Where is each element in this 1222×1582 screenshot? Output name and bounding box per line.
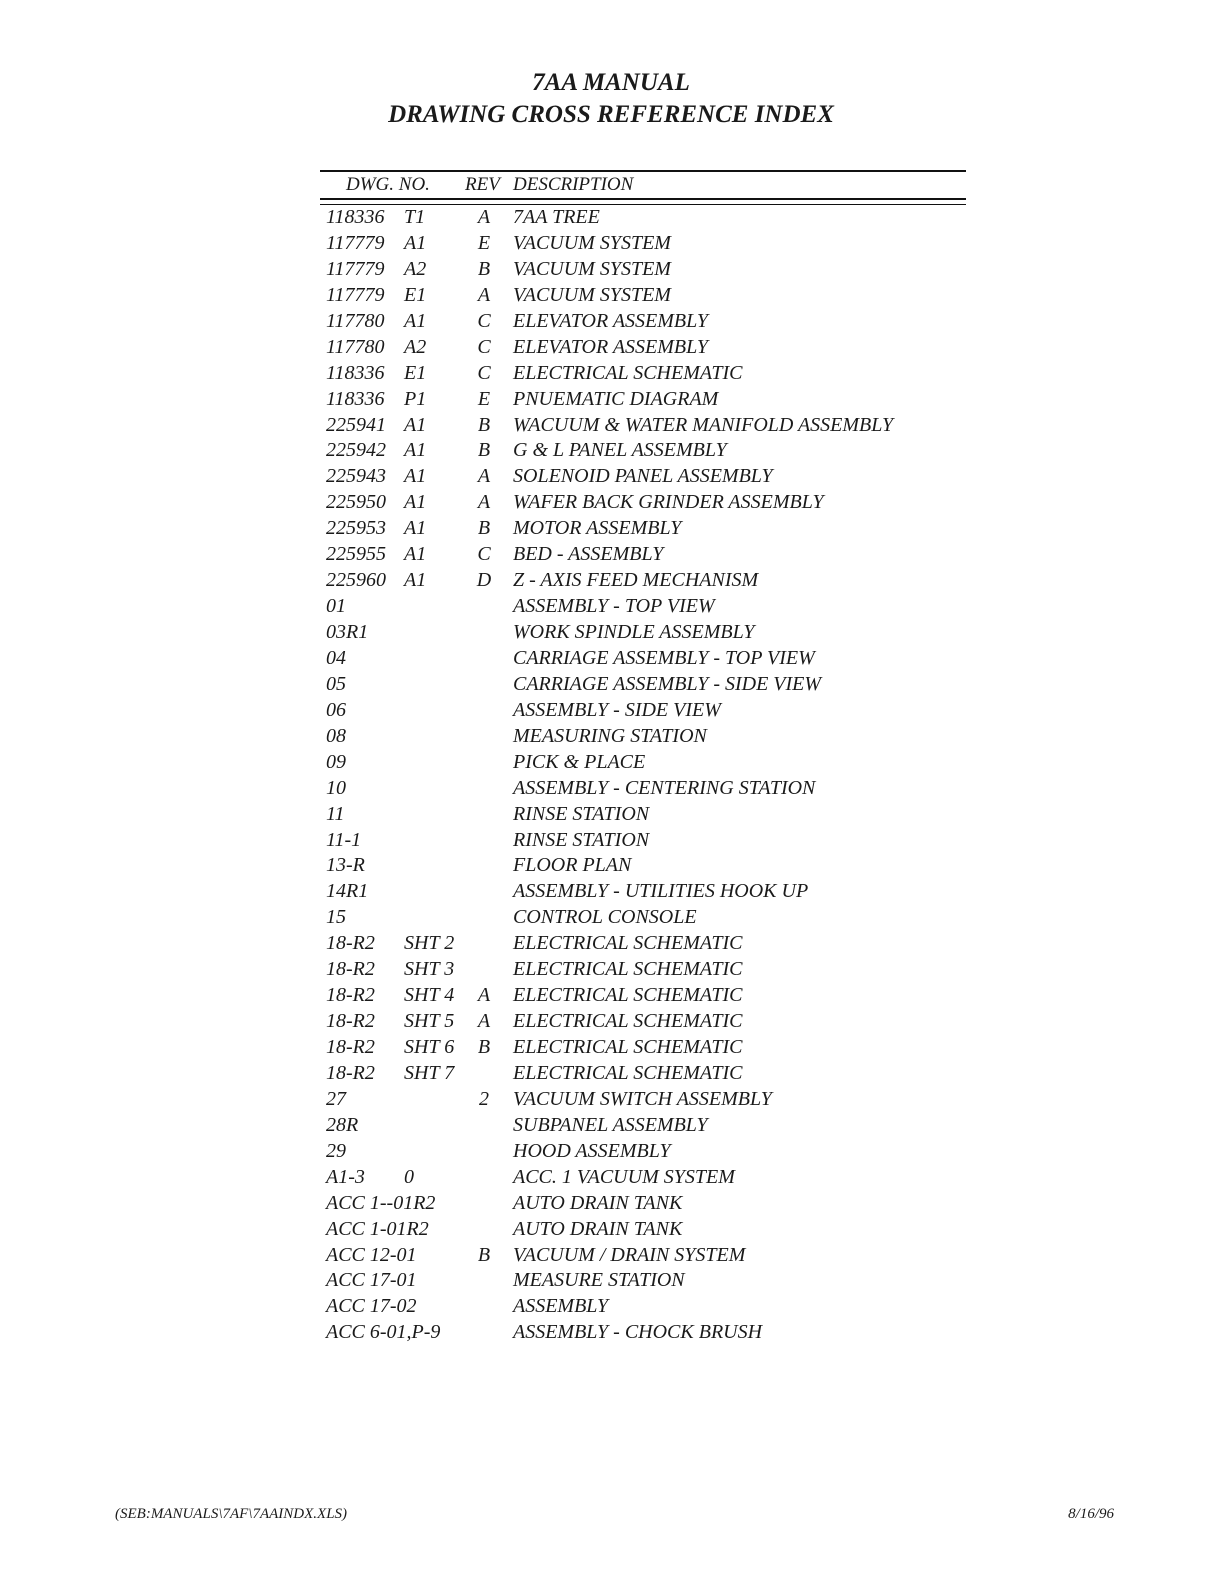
cell-rev: B: [477, 413, 491, 436]
table-row: [0, 1267, 1222, 1293]
cell-sheet: SHT 4: [404, 984, 455, 1007]
cell-rev: C: [477, 361, 491, 384]
cell-dwg-no: 11-1: [326, 828, 362, 851]
cell-dwg-no: 225953: [326, 517, 386, 540]
cell-sheet: A1: [404, 231, 427, 254]
table-row: [0, 930, 1222, 956]
cell-sheet: E1: [404, 283, 427, 306]
table-row: [0, 1164, 1222, 1190]
cell-sheet: SHT 7: [404, 1061, 455, 1084]
table-top-rule: [320, 170, 966, 172]
cell-description: G & L PANEL ASSEMBLY: [513, 439, 727, 462]
table-row: [0, 386, 1222, 412]
cell-description: VACUUM SWITCH ASSEMBLY: [513, 1087, 772, 1110]
cell-sheet: A1: [404, 517, 427, 540]
cell-description: ASSEMBLY - TOP VIEW: [513, 595, 715, 618]
cell-sheet: T1: [404, 206, 426, 228]
table-row: [0, 671, 1222, 697]
cell-dwg-no: 117780: [326, 309, 385, 332]
index-table-body: [0, 204, 1222, 1345]
cell-dwg-no: 13-R: [326, 854, 365, 877]
cell-description: AUTO DRAIN TANK: [513, 1217, 683, 1240]
table-row: [0, 904, 1222, 930]
cell-sheet: A1: [404, 569, 427, 592]
table-row: [0, 334, 1222, 360]
cell-description: ASSEMBLY - CENTERING STATION: [513, 776, 816, 799]
table-row: [0, 852, 1222, 878]
cell-rev: C: [477, 543, 491, 566]
table-row: [0, 878, 1222, 904]
table-row: [0, 749, 1222, 775]
cell-description: VACUUM SYSTEM: [513, 283, 671, 306]
cell-rev: C: [477, 335, 491, 358]
table-row: [0, 827, 1222, 853]
cell-rev: E: [477, 387, 491, 410]
cell-dwg-no: 118336: [326, 387, 385, 410]
cell-dwg-no: 18-R2: [326, 932, 375, 955]
cell-description: VACUUM / DRAIN SYSTEM: [513, 1243, 746, 1266]
cell-description: PICK & PLACE: [513, 750, 646, 773]
cell-sheet: SHT 6: [404, 1036, 455, 1058]
cell-rev: C: [477, 309, 491, 332]
cell-description: ASSEMBLY - SIDE VIEW: [513, 698, 721, 721]
table-row: [0, 256, 1222, 282]
cell-dwg-no: ACC 17-01: [326, 1269, 417, 1292]
table-row: [0, 515, 1222, 541]
cell-sheet: A2: [404, 335, 427, 358]
cell-description: FLOOR PLAN: [513, 854, 632, 877]
cell-dwg-no: 225943: [326, 465, 386, 488]
cell-description: ASSEMBLY - UTILITIES HOOK UP: [513, 880, 809, 903]
cell-dwg-no: 225955: [326, 543, 386, 566]
cell-description: Z - AXIS FEED MECHANISM: [513, 569, 759, 592]
table-row: [0, 230, 1222, 256]
cell-dwg-no: 11: [326, 802, 345, 825]
cell-description: PNUEMATIC DIAGRAM: [513, 387, 719, 410]
cell-dwg-no: 117779: [326, 257, 385, 280]
table-row: [0, 1034, 1222, 1060]
cell-sheet: 0: [404, 1165, 414, 1188]
header-rev: REV: [465, 174, 500, 195]
cell-sheet: A1: [404, 465, 427, 488]
cell-description: ELECTRICAL SCHEMATIC: [513, 1036, 743, 1058]
cell-dwg-no: 10: [326, 776, 346, 799]
table-row: [0, 541, 1222, 567]
cell-description: BED - ASSEMBLY: [513, 543, 664, 566]
table-row: [0, 360, 1222, 386]
header-description: DESCRIPTION: [513, 174, 634, 195]
table-row: [0, 1293, 1222, 1319]
table-row: [0, 775, 1222, 801]
cell-description: WORK SPINDLE ASSEMBLY: [513, 621, 755, 643]
document-title: 7AA MANUAL: [532, 69, 690, 96]
cell-rev: B: [477, 439, 491, 462]
cell-dwg-no: 225941: [326, 413, 386, 436]
cell-description: ELECTRICAL SCHEMATIC: [513, 932, 743, 955]
table-row: [0, 1138, 1222, 1164]
cell-description: ACC. 1 VACUUM SYSTEM: [513, 1165, 735, 1188]
cell-dwg-no: 225960: [326, 569, 386, 592]
cell-dwg-no: 15: [326, 906, 346, 929]
cell-dwg-no: 27: [326, 1087, 346, 1110]
cell-dwg-no: A1-3: [326, 1165, 365, 1188]
cell-dwg-no: 225942: [326, 439, 386, 462]
cell-description: SUBPANEL ASSEMBLY: [513, 1113, 708, 1136]
cell-description: WACUUM & WATER MANIFOLD ASSEMBLY: [513, 413, 894, 436]
footer-date: 8/16/96: [1068, 1506, 1114, 1522]
cell-rev: A: [477, 283, 491, 306]
cell-description: MEASURE STATION: [513, 1269, 685, 1292]
cell-dwg-no: 18-R2: [326, 958, 375, 981]
cell-rev: 2: [479, 1087, 489, 1110]
cell-sheet: A1: [404, 439, 427, 462]
cell-rev: E: [477, 231, 491, 254]
table-row: [0, 1086, 1222, 1112]
table-row: [0, 619, 1222, 645]
cell-dwg-no: 09: [326, 750, 346, 773]
cell-dwg-no: 118336: [326, 361, 385, 384]
cell-description: ELECTRICAL SCHEMATIC: [513, 958, 743, 981]
cell-dwg-no: 117779: [326, 283, 385, 306]
cell-dwg-no: ACC 17-02: [326, 1295, 417, 1318]
table-row: [0, 801, 1222, 827]
cell-description: 7AA TREE: [513, 206, 600, 228]
cell-sheet: SHT 2: [404, 932, 455, 955]
cell-description: ELEVATOR ASSEMBLY: [513, 309, 708, 332]
table-row: [0, 308, 1222, 334]
cell-rev: B: [477, 1036, 491, 1058]
cell-rev: A: [477, 491, 491, 514]
cell-dwg-no: 117779: [326, 231, 385, 254]
cell-rev: B: [477, 1243, 491, 1266]
cell-description: CARRIAGE ASSEMBLY - TOP VIEW: [513, 646, 815, 669]
cell-dwg-no: 28R: [326, 1113, 359, 1136]
cell-dwg-no: 18-R2: [326, 984, 375, 1007]
cell-sheet: A1: [404, 413, 427, 436]
table-row: [0, 1216, 1222, 1242]
cell-dwg-no: ACC 12-01: [326, 1243, 417, 1266]
table-row: [0, 437, 1222, 463]
table-row: [0, 697, 1222, 723]
cell-rev: D: [476, 569, 492, 592]
cell-description: ELECTRICAL SCHEMATIC: [513, 984, 743, 1007]
table-row: [0, 282, 1222, 308]
cell-sheet: SHT 3: [404, 958, 455, 981]
header-dwg-no: DWG. NO.: [346, 174, 430, 195]
cell-description: CONTROL CONSOLE: [513, 906, 697, 929]
cell-description: SOLENOID PANEL ASSEMBLY: [513, 465, 773, 488]
cell-dwg-no: 01: [326, 595, 346, 618]
cell-dwg-no: 29: [326, 1139, 346, 1162]
cell-dwg-no: ACC 6-01,P-9: [326, 1321, 441, 1344]
cell-dwg-no: 18-R2: [326, 1061, 375, 1084]
table-row: [0, 489, 1222, 515]
cell-rev: A: [477, 984, 491, 1007]
table-row: [0, 956, 1222, 982]
cell-description: RINSE STATION: [513, 802, 650, 825]
cell-rev: B: [477, 517, 491, 540]
cell-dwg-no: 03R1: [326, 621, 369, 643]
table-row: [0, 593, 1222, 619]
table-row: [0, 412, 1222, 438]
cell-dwg-no: 06: [326, 698, 346, 721]
cell-rev: A: [477, 1010, 491, 1033]
cell-rev: B: [477, 257, 491, 280]
cell-description: ASSEMBLY - CHOCK BRUSH: [513, 1321, 763, 1344]
cell-dwg-no: 08: [326, 724, 346, 747]
cell-dwg-no: 04: [326, 646, 346, 669]
table-row: [0, 204, 1222, 230]
cell-description: AUTO DRAIN TANK: [513, 1191, 683, 1214]
cell-sheet: A1: [404, 543, 427, 566]
cell-dwg-no: 14R1: [326, 880, 369, 903]
cell-sheet: SHT 5: [404, 1010, 455, 1033]
cell-dwg-no: 18-R2: [326, 1036, 375, 1058]
cell-sheet: A1: [404, 491, 427, 514]
table-row: [0, 982, 1222, 1008]
cell-sheet: A1: [404, 309, 427, 332]
cell-description: VACUUM SYSTEM: [513, 257, 671, 280]
footer-file-path: (SEB:MANUALS\7AF\7AAINDX.XLS): [115, 1506, 348, 1522]
cell-description: ELEVATOR ASSEMBLY: [513, 335, 708, 358]
cell-dwg-no: ACC 1-01R2: [326, 1217, 429, 1240]
cell-rev: A: [477, 206, 491, 228]
cell-description: VACUUM SYSTEM: [513, 231, 671, 254]
cell-description: ELECTRICAL SCHEMATIC: [513, 1010, 743, 1033]
cell-sheet: E1: [404, 361, 427, 384]
cell-description: MEASURING STATION: [513, 724, 707, 747]
table-row: [0, 567, 1222, 593]
cell-description: MOTOR ASSEMBLY: [513, 517, 682, 540]
table-row: [0, 1190, 1222, 1216]
cell-description: HOOD ASSEMBLY: [513, 1139, 671, 1162]
table-row: [0, 723, 1222, 749]
cell-dwg-no: 05: [326, 672, 346, 695]
cell-description: RINSE STATION: [513, 828, 650, 851]
cell-dwg-no: 118336: [326, 206, 385, 228]
cell-description: CARRIAGE ASSEMBLY - SIDE VIEW: [513, 672, 822, 695]
cell-description: ELECTRICAL SCHEMATIC: [513, 361, 743, 384]
document-subtitle: DRAWING CROSS REFERENCE INDEX: [388, 101, 834, 128]
table-row: [0, 1060, 1222, 1086]
table-row: [0, 1319, 1222, 1345]
cell-sheet: A2: [404, 257, 427, 280]
table-row: [0, 645, 1222, 671]
cell-dwg-no: ACC 1--01R2: [326, 1191, 436, 1214]
cell-rev: A: [477, 465, 491, 488]
table-row: [0, 1008, 1222, 1034]
cell-description: ASSEMBLY: [513, 1295, 609, 1318]
cell-sheet: P1: [404, 387, 427, 410]
cell-description: WAFER BACK GRINDER ASSEMBLY: [513, 491, 824, 514]
cell-dwg-no: 18-R2: [326, 1010, 375, 1033]
cell-dwg-no: 225950: [326, 491, 386, 514]
table-row: [0, 1112, 1222, 1138]
cell-dwg-no: 117780: [326, 335, 385, 358]
table-row: [0, 463, 1222, 489]
table-row: [0, 1242, 1222, 1268]
cell-description: ELECTRICAL SCHEMATIC: [513, 1061, 743, 1084]
